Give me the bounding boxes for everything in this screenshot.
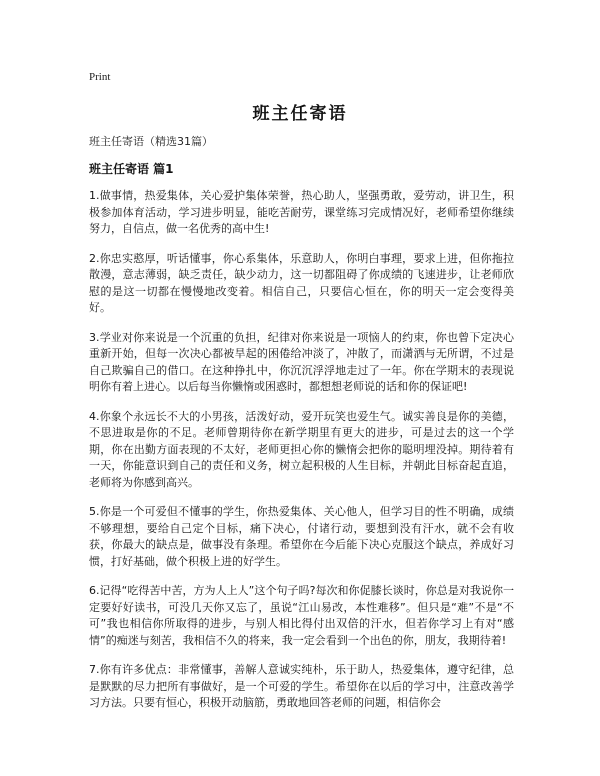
- paragraph-3: 3.学业对你来说是一个沉重的负担，纪律对你来说是一项恼人的约束，你也曾下定决心重新开始，但每一次决心都被旱起的困倦给冲淡了，冲散了，而潇洒与无所谓，不过是自己欺骗自己的借口。在这种挣扎中，你沉沉浮浮地走过了一年。你在学期末的表现说明你有着上进心。以后每当你懒惰或困惑时，都想想老师说的话和你的保证吧!: [89, 330, 514, 393]
- paragraph-5: 5.你是一个可爱但不懂事的学生，你热爱集体、关心他人，但学习目的性不明确，成绩不够理想，要给自己定个目标，痛下决心，付诸行动，要想到没有汗水，就不会有收获，你最大的缺点是，做事没有条理。希望你在今后能下决心克服这个缺点，养成好习惯，打好基础，做个积极上进的好学生。: [89, 505, 514, 568]
- page-title: 班主任寄语: [252, 104, 348, 124]
- article-body: [89, 188, 514, 725]
- print-label[interactable]: Print: [89, 71, 111, 83]
- document-subtitle: 班主任寄语（精选31篇）: [89, 135, 213, 148]
- paragraph-2: 2.你忠实憨厚，听话懂事，你心系集体，乐意助人，你明白事理，要求上进，但你拖拉散漫，意志薄弱，缺乏责任，缺少动力，这一切都阻碍了你成绩的飞速进步，让老师欣慰的是这一切都在慢慢地改变着。相信自己，只要信心恒在，你的明天一定会变得美好。: [89, 251, 514, 314]
- section-heading: 班主任寄语 篇1: [89, 162, 174, 176]
- paragraph-1: 1.做事情，热爱集体，关心爱护集体荣誉，热心助人，坚强勇敢，爱劳动，讲卫生，积极参加体育活动，学习进步明显，能吃苦耐劳，课堂练习完成情况好，老师希望你继续努力，自信点，做一名优秀的高中生!: [89, 189, 514, 235]
- paragraph-6: 6.记得“吃得苦中苦，方为人上人”这个句子吗?每次和你促膝长谈时，你总是对我说你一定要好好读书，可没几天你又忘了，虽说“江山易改，本性难移”。但只是“难”不是“不可”我也相信你所取得的进步，与别人相比得付出双倍的汗水，但若你学习上有对“感情”的痴迷与刻苦，我相信不久的将来，我一定会看到一个出色的你，朋友，我期待着!: [89, 584, 514, 647]
- paragraph-7: 7.你有许多优点：非常懂事，善解人意诚实纯朴，乐于助人，热爱集体，遵守纪律，总是默默的尽力把所有事做好，是一个可爱的学生。希望你在以后的学习中，注意改善学习方法。只要有恒心，积极开动脑筋，勇敢地回答老师的问题，相信你会: [89, 663, 514, 709]
- paragraph-4: 4.你象个永远长不大的小男孩，活泼好动，爱开玩笑也爱生气。诚实善良是你的美德，不思进取是你的不足。老师曾期待你在新学期里有更大的进步，可是过去的这一个学期，你在出勤方面表现的不太好，老师更担心你的懒惰会把你的聪明埋没掉。期待着有一天，你能意识到自己的责任和义务，树立起积极的人生目标，并朝此目标奋起直追，老师将为你感到高兴。: [89, 409, 514, 489]
